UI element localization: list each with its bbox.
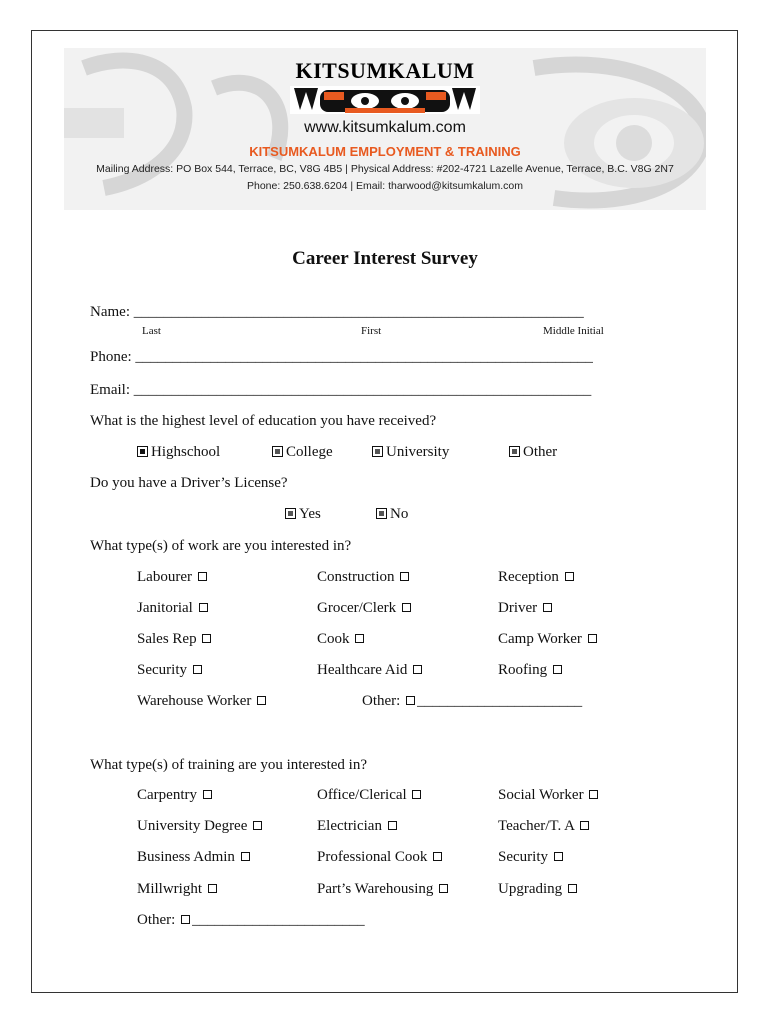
education-option-college[interactable]: College bbox=[272, 444, 333, 461]
checkbox-icon bbox=[257, 696, 266, 705]
work-option-roofing[interactable]: Roofing bbox=[498, 662, 564, 679]
checkbox-icon bbox=[202, 634, 211, 643]
education-option-university[interactable]: University bbox=[372, 444, 449, 461]
sub-label-middle-initial: Middle Initial bbox=[543, 325, 604, 337]
work-option-healthcare-aid[interactable]: Healthcare Aid bbox=[317, 662, 424, 679]
phone-field[interactable]: _____________________________________________________________ bbox=[135, 349, 593, 365]
work-option-driver[interactable]: Driver bbox=[498, 600, 554, 617]
checkbox-icon bbox=[413, 665, 422, 674]
work-option-camp-worker[interactable]: Camp Worker bbox=[498, 631, 599, 648]
org-name: KITSUMKALUM bbox=[295, 58, 475, 83]
email-field[interactable]: _____________________________________________________________ bbox=[133, 382, 592, 398]
radio-icon bbox=[372, 446, 383, 457]
work-option-security[interactable]: Security bbox=[137, 662, 204, 679]
license-option-yes[interactable]: Yes bbox=[285, 506, 321, 523]
checkbox-icon bbox=[198, 572, 207, 581]
mailing-address: Mailing Address: PO Box 544, Terrace, BC, V8G 4B5 | Physical Address: #202-4721 Lazelle Avenue, Terrace, B.C. V8G 2N7 bbox=[96, 163, 674, 175]
checkbox-icon bbox=[208, 884, 217, 893]
checkbox-icon bbox=[554, 852, 563, 861]
name-label: Name: bbox=[90, 304, 130, 320]
checkbox-icon bbox=[439, 884, 448, 893]
checkbox-icon bbox=[412, 790, 421, 799]
training-option-electrician[interactable]: Electrician bbox=[317, 818, 399, 835]
education-option-other[interactable]: Other bbox=[509, 444, 557, 461]
checkbox-icon bbox=[388, 821, 397, 830]
work-option-labourer[interactable]: Labourer bbox=[137, 569, 209, 586]
radio-icon bbox=[376, 508, 387, 519]
license-question: Do you have a Driver’s License? bbox=[90, 475, 288, 491]
work-option-janitorial[interactable]: Janitorial bbox=[137, 600, 210, 617]
education-question: What is the highest level of education you have received? bbox=[90, 413, 437, 429]
training-option-teacher-ta[interactable]: Teacher/T. A bbox=[498, 818, 591, 835]
training-other-field[interactable]: _______________________ bbox=[192, 912, 365, 928]
checkbox-icon bbox=[355, 634, 364, 643]
checkbox-icon bbox=[433, 852, 442, 861]
page-title: Career Interest Survey bbox=[292, 248, 478, 269]
training-option-carpentry[interactable]: Carpentry bbox=[137, 787, 214, 804]
work-option-sales-rep[interactable]: Sales Rep bbox=[137, 631, 213, 648]
training-option-social-worker[interactable]: Social Worker bbox=[498, 787, 600, 804]
checkbox-icon bbox=[400, 572, 409, 581]
sub-label-first: First bbox=[361, 325, 382, 337]
training-option-other[interactable]: Other: _______________________ bbox=[137, 912, 365, 928]
checkbox-icon bbox=[241, 852, 250, 861]
checkbox-icon bbox=[181, 915, 190, 924]
checkbox-icon bbox=[580, 821, 589, 830]
work-option-warehouse-worker[interactable]: Warehouse Worker bbox=[137, 693, 268, 710]
contact-info: Phone: 250.638.6204 | Email: tharwood@kitsumkalum.com bbox=[246, 180, 524, 192]
work-option-construction[interactable]: Construction bbox=[317, 569, 411, 586]
work-option-reception[interactable]: Reception bbox=[498, 569, 576, 586]
training-option-office-clerical[interactable]: Office/Clerical bbox=[317, 787, 423, 804]
checkbox-icon bbox=[553, 665, 562, 674]
work-option-grocer-clerk[interactable]: Grocer/Clerk bbox=[317, 600, 413, 617]
sub-label-last: Last bbox=[142, 325, 161, 337]
checkbox-icon bbox=[253, 821, 262, 830]
checkbox-icon bbox=[199, 603, 208, 612]
checkbox-icon bbox=[568, 884, 577, 893]
radio-icon bbox=[272, 446, 283, 457]
checkbox-icon bbox=[589, 790, 598, 799]
checkbox-icon bbox=[565, 572, 574, 581]
department-name: KITSUMKALUM EMPLOYMENT & TRAINING bbox=[249, 144, 521, 159]
name-field[interactable]: ____________________________________________________________ bbox=[133, 304, 584, 320]
training-question: What type(s) of training are you interested in? bbox=[90, 757, 367, 773]
training-option-security[interactable]: Security bbox=[498, 849, 565, 866]
license-option-no[interactable]: No bbox=[376, 506, 408, 523]
work-option-cook[interactable]: Cook bbox=[317, 631, 366, 648]
email-label: Email: bbox=[90, 382, 130, 398]
training-option-professional-cook[interactable]: Professional Cook bbox=[317, 849, 444, 866]
training-option-millwright[interactable]: Millwright bbox=[137, 881, 219, 898]
checkbox-icon bbox=[193, 665, 202, 674]
work-other-field[interactable]: ______________________ bbox=[417, 693, 583, 709]
education-option-highschool[interactable]: Highschool bbox=[137, 444, 220, 461]
checkbox-icon bbox=[406, 696, 415, 705]
phone-label: Phone: bbox=[90, 349, 132, 365]
training-option-parts-warehousing[interactable]: Part’s Warehousing bbox=[317, 881, 450, 898]
radio-icon bbox=[509, 446, 520, 457]
checkbox-icon bbox=[402, 603, 411, 612]
radio-icon bbox=[285, 508, 296, 519]
website-url: www.kitsumkalum.com bbox=[304, 119, 466, 136]
checkbox-icon bbox=[588, 634, 597, 643]
kitsumkalum-crest-logo bbox=[290, 82, 480, 118]
checkbox-icon bbox=[203, 790, 212, 799]
work-option-other[interactable]: Other: ______________________ bbox=[362, 693, 583, 709]
work-question: What type(s) of work are you interested in? bbox=[90, 538, 352, 554]
training-option-business-admin[interactable]: Business Admin bbox=[137, 849, 252, 866]
checkbox-icon bbox=[543, 603, 552, 612]
training-option-university-degree[interactable]: University Degree bbox=[137, 818, 264, 835]
radio-icon bbox=[137, 446, 148, 457]
training-option-upgrading[interactable]: Upgrading bbox=[498, 881, 579, 898]
